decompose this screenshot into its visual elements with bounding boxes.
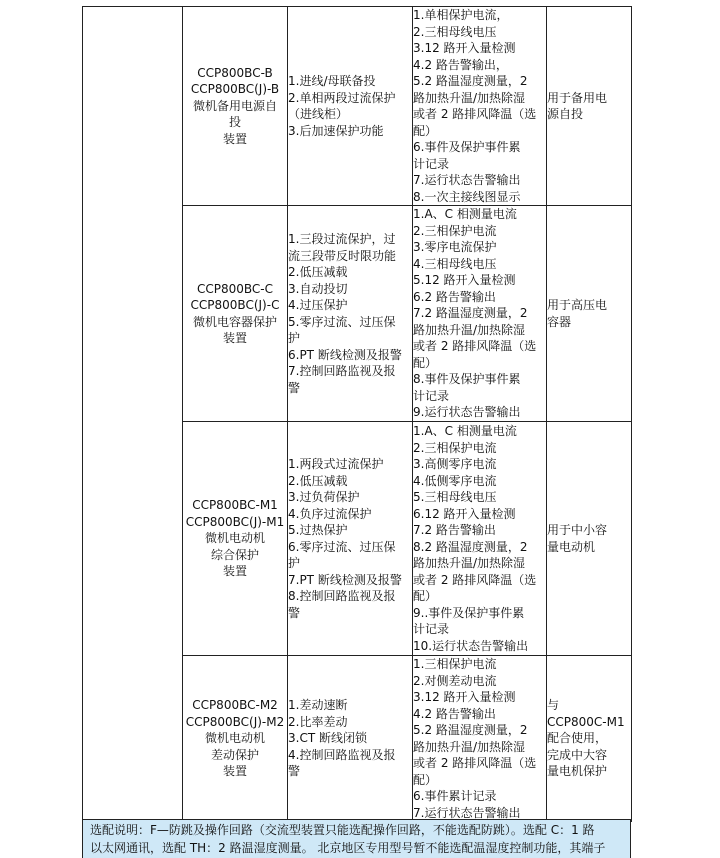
model-line: CCP800BC(J)-M2	[185, 714, 285, 729]
model-cell	[183, 422, 288, 656]
functions-line: 7.PT 断线检测及报警	[288, 572, 402, 587]
measurements-line: 3.12 路开入量检测	[413, 690, 516, 704]
usage-cell	[547, 422, 632, 656]
measurements-line: 3.高侧零序电流	[413, 457, 497, 471]
table-row	[83, 7, 632, 206]
model-line: CCP800BC-B	[197, 65, 273, 80]
usage-line: 用于高压电	[547, 298, 608, 312]
functions-line: 6.零序过流、过压保	[288, 539, 396, 554]
measurements-line: 5.三相母线电压	[413, 490, 497, 504]
usage-line: 量电机保护	[547, 764, 608, 779]
functions-line: 2.低压减载	[288, 473, 348, 488]
model-line: 微机电动机	[204, 731, 265, 746]
model-line: CCP800BC-M2	[192, 698, 278, 713]
measurements-cell	[413, 7, 547, 206]
measurements-line: 2.对侧差动电流	[413, 673, 497, 688]
measurements-line: 路加热升温/加热除湿	[413, 556, 526, 570]
measurements-line: 7.2 路告警输出	[413, 523, 496, 537]
option-note-line-2: 以太网通讯，选配 TH：2 路温湿度测量。 北京地区专用型号暂不能选配温湿度控制功能，其端子	[90, 841, 606, 855]
functions-line: 护	[288, 331, 301, 345]
usage-line: 配合使用，	[547, 731, 608, 746]
usage-cell	[547, 7, 632, 206]
model-cell	[183, 206, 288, 422]
functions-line: 1.三段过流保护，过	[288, 232, 396, 246]
functions-line: 3.后加速保护功能	[288, 123, 384, 138]
measurements-line: 6.事件及保护事件累	[413, 140, 521, 154]
usage-line: 完成中大容	[547, 747, 608, 762]
functions-cell	[288, 422, 413, 656]
measurements-line: 配）	[413, 123, 438, 138]
spec-table-body	[83, 7, 632, 822]
measurements-line: 2.三相保护电流	[413, 440, 497, 455]
measurements-line: 4.2 路告警输出，	[413, 57, 508, 72]
functions-cell	[288, 206, 413, 422]
functions-line: 8.控制回路监视及报	[288, 589, 396, 603]
measurements-line: 10.运行状态告警输出	[413, 638, 529, 653]
functions-line: 4.负序过流保护	[288, 506, 372, 521]
measurements-line: 3.12 路开入量检测	[413, 41, 516, 55]
model-line: 微机备用电源自	[192, 98, 277, 113]
usage-line: 源自投	[547, 107, 584, 121]
functions-line: 4.过压保护	[288, 298, 348, 312]
measurements-line: 1.单相保护电流，	[413, 8, 509, 22]
measurements-line: 或者 2 路排风降温（选	[413, 572, 537, 587]
option-note-line-1: 选配说明：F—防跳及操作回路（交流型装置只能选配操作回路，不能选配防跳）。选配 C：1 路	[90, 823, 595, 837]
measurements-line: 1.三相保护电流	[413, 657, 497, 671]
functions-line: 护	[288, 556, 301, 570]
measurements-line: 计记录	[413, 622, 450, 636]
functions-line: 6.PT 断线检测及报警	[288, 347, 402, 362]
measurements-line: 计记录	[413, 388, 450, 403]
functions-line: 3.过负荷保护	[288, 490, 360, 504]
category-cell	[83, 7, 183, 822]
model-line: 装置	[222, 331, 247, 345]
measurements-line: 6.2 路告警输出	[413, 289, 496, 304]
measurements-line: 4.2 路告警输出	[413, 706, 496, 721]
model-line: 微机电容器保护	[192, 314, 277, 329]
spec-table	[82, 6, 632, 822]
model-line: CCP800BC(J)-C	[190, 298, 280, 312]
measurements-line: 计记录	[413, 156, 450, 171]
measurements-line: 路加热升温/加热除湿	[413, 739, 526, 754]
functions-line: 1.进线/母联备投	[288, 74, 376, 88]
usage-line: 容器	[547, 314, 572, 329]
usage-line: 与	[547, 698, 560, 713]
measurements-line: 7.2 路温湿度测量，2	[413, 306, 528, 321]
model-line: 装置	[222, 764, 247, 779]
measurements-line: 1.A、C 相测量电流	[413, 207, 517, 222]
model-line: 装置	[222, 131, 247, 146]
measurements-line: 路加热升温/加热除湿	[413, 322, 526, 337]
functions-cell	[288, 656, 413, 822]
measurements-line: 6.事件累计记录	[413, 789, 497, 803]
measurements-line: 3.零序电流保护	[413, 240, 497, 255]
functions-line: （进线柜）	[288, 107, 349, 121]
usage-line: CCP800C-M1	[547, 714, 625, 729]
measurements-line: 7.运行状态告警输出	[413, 173, 521, 187]
measurements-line: 4.低侧零序电流	[413, 473, 497, 488]
measurements-line: 8.事件及保护事件累	[413, 372, 521, 387]
measurements-line: 7.运行状态告警输出	[413, 805, 521, 820]
functions-line: 3.自动投切	[288, 281, 348, 296]
measurements-line: 8.一次主接线图显示	[413, 189, 521, 204]
measurements-line: 或者 2 路排风降温（选	[413, 107, 537, 121]
model-line: 差动保护	[210, 747, 259, 762]
functions-line: 2.低压减载	[288, 265, 348, 279]
model-line: 微机电动机	[204, 531, 265, 546]
model-line: 综合保护	[210, 547, 259, 562]
measurements-line: 6.12 路开入量检测	[413, 506, 516, 521]
measurements-line: 9..事件及保护事件累	[413, 605, 525, 620]
measurements-line: 2.三相保护电流	[413, 223, 497, 238]
functions-line: 5.过热保护	[288, 523, 348, 537]
model-line: CCP800BC-M1	[192, 498, 278, 513]
measurements-line: 或者 2 路排风降温（选	[413, 339, 537, 354]
usage-line: 用于中小容	[547, 523, 608, 537]
functions-line: 流三段带反时限功能	[288, 248, 397, 263]
measurements-line: 配）	[413, 355, 438, 370]
functions-line: 1.差动速断	[288, 698, 348, 713]
measurements-line: 或者 2 路排风降温（选	[413, 756, 537, 770]
functions-line: 2.比率差动	[288, 714, 348, 729]
measurements-cell	[413, 422, 547, 656]
measurements-line: 5.12 路开入量检测	[413, 273, 516, 288]
usage-cell	[547, 206, 632, 422]
measurements-line: 路加热升温/加热除湿	[413, 90, 526, 105]
model-line: 装置	[222, 564, 247, 579]
model-line: CCP800BC-C	[196, 281, 273, 296]
functions-line: 警	[288, 764, 301, 779]
measurements-line: 2.三相母线电压	[413, 24, 497, 39]
functions-line: 3.CT 断线闭锁	[288, 731, 367, 746]
usage-line: 用于备用电	[547, 90, 608, 105]
measurements-cell	[413, 206, 547, 422]
functions-line: 警	[288, 380, 301, 395]
measurements-line: 9.运行状态告警输出	[413, 405, 521, 420]
functions-cell	[288, 7, 413, 206]
option-note	[82, 819, 631, 858]
measurements-line: 1.A、C 相测量电流	[413, 424, 517, 438]
functions-line: 5.零序过流、过压保	[288, 314, 396, 329]
model-line: CCP800BC(J)-M1	[185, 514, 285, 529]
measurements-line: 8.2 路温湿度测量，2	[413, 539, 528, 554]
functions-line: 2.单相两段过流保护	[288, 90, 396, 105]
functions-line: 警	[288, 605, 301, 620]
model-cell	[183, 656, 288, 822]
measurements-line: 4.三相母线电压	[413, 256, 497, 271]
functions-line: 7.控制回路监视及报	[288, 364, 396, 378]
model-line: 投	[228, 115, 241, 130]
measurements-line: 配）	[413, 772, 438, 787]
measurements-cell	[413, 656, 547, 822]
model-line: CCP800BC(J)-B	[190, 82, 280, 97]
measurements-line: 5.2 路温湿度测量，2	[413, 74, 528, 88]
functions-line: 1.两段式过流保护	[288, 457, 384, 471]
measurements-line: 配）	[413, 589, 438, 603]
model-cell	[183, 7, 288, 206]
measurements-line: 5.2 路温湿度测量，2	[413, 723, 528, 737]
usage-cell	[547, 656, 632, 822]
functions-line: 4.控制回路监视及报	[288, 747, 396, 762]
usage-line: 量电动机	[547, 539, 596, 554]
